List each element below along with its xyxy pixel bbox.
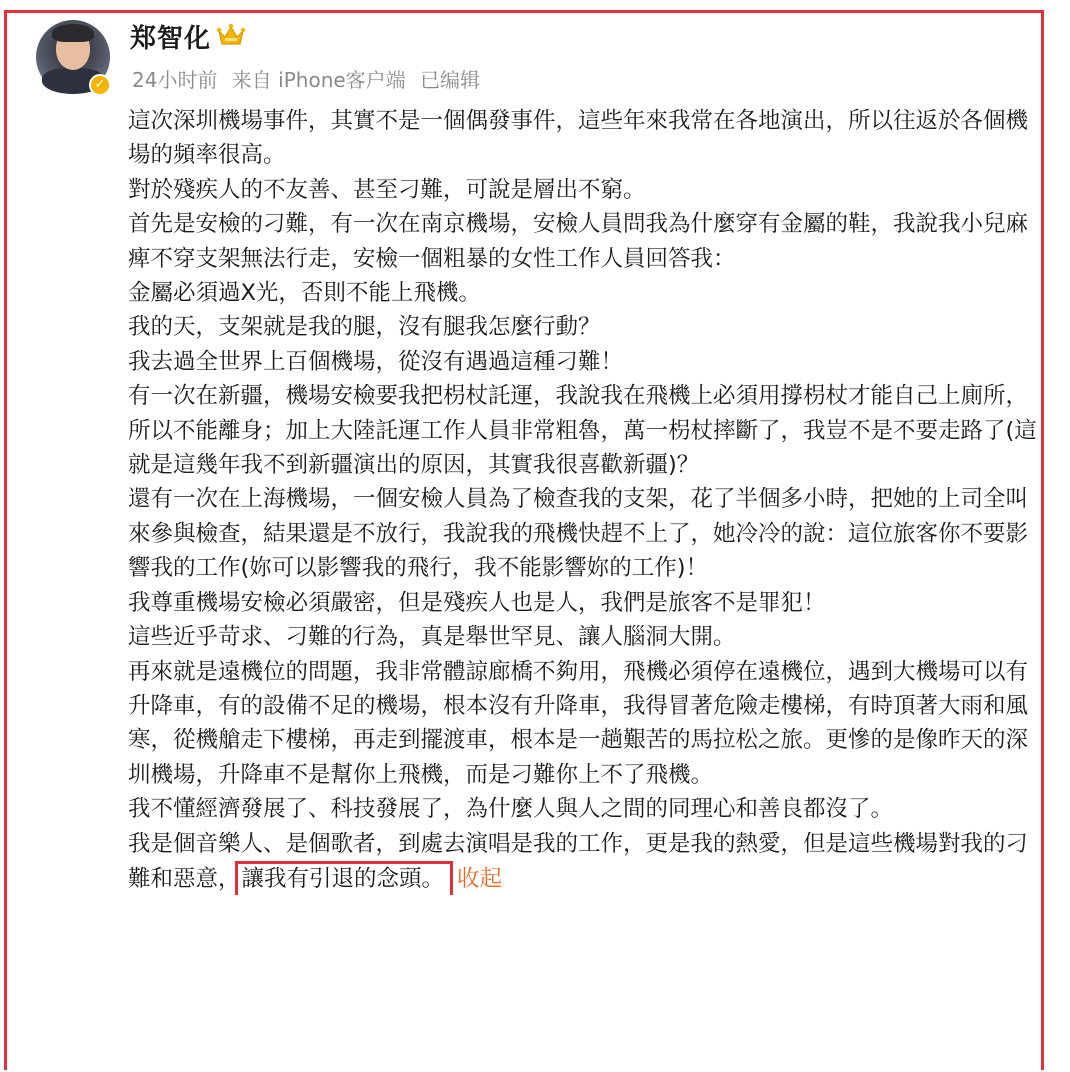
edited-label[interactable]: 已编辑	[420, 68, 481, 92]
paragraph: 有一次在新疆，機場安檢要我把枴杖託運，我說我在飛機上必須用撐枴杖才能自己上廁所，所以不能離身；加上大陸託運工作人員非常粗魯，萬一枴杖摔斷了，我豈不是不要走路了(這就是這幾年我不到新疆演出的原因，其實我很喜歡新疆)？	[128, 383, 1037, 479]
avatar[interactable]	[36, 20, 110, 94]
paragraph: 首先是安檢的刁難，有一次在南京機場，安檢人員問我為什麼穿有金屬的鞋，我說我小兒麻痺不穿支架無法行走，安檢一個粗暴的女性工作人員回答我：	[128, 211, 1029, 272]
crown-icon	[216, 22, 246, 48]
post-meta	[132, 64, 488, 93]
paragraph: 再來就是遠機位的問題，我非常體諒廊橋不夠用，飛機必須停在遠機位，遇到大機場可以有升降車，有的設備不足的機場，根本沒有升降車，我得冒著危險走樓梯，有時頂著大雨和風寒，從機艙走下樓梯，再走到擺渡車，根本是一趟艱苦的馬拉松之旅。更慘的是像昨天的深圳機場，升降車不是幫你上飛機，而是刁難你上不了飛機。	[128, 658, 1029, 788]
post-source: 来自 iPhone客户端	[231, 68, 406, 92]
username[interactable]: 郑智化	[130, 24, 212, 54]
paragraph: 金屬必須過X光，否則不能上飛機。	[128, 280, 481, 307]
post-body	[128, 104, 1043, 896]
post-header	[36, 14, 1036, 104]
paragraph-last-text: 我是個音樂人、是個歌者，到處去演唱是我的工作，更是我的熱愛，但是這些機場對我的刁難和惡意，	[128, 830, 1029, 892]
paragraph: 我不懂經濟發展了、科技發展了，為什麼人與人之間的同理心和善良都沒了。	[128, 796, 894, 823]
paragraph: 還有一次在上海機場，一個安檢人員為了檢查我的支架，花了半個多小時，把她的上司全叫來參與檢查，結果還是不放行，我說我的飛機快趕不上了，她冷冷的說：這位旅客你不要影響我的工作(妳可以影響我的飛行，我不能影響妳的工作)！	[128, 486, 1029, 582]
collapse-link[interactable]: 收起	[457, 865, 503, 892]
highlighted-sentence: 讓我有引退的念頭。	[235, 861, 454, 895]
paragraph: 我尊重機場安檢必須嚴密，但是殘疾人也是人，我們是旅客不是罪犯！	[128, 589, 826, 616]
post-time[interactable]: 24小时前	[132, 68, 218, 92]
paragraph: 我的天，支架就是我的腿，沒有腿我怎麼行動？	[128, 314, 601, 341]
verified-icon: ✓	[89, 74, 111, 96]
paragraph-last	[128, 827, 1043, 897]
paragraph: 這次深圳機場事件，其實不是一個偶發事件，這些年來我常在各地演出，所以往返於各個機場的頻率很高。	[128, 108, 1029, 169]
paragraph: 我去過全世界上百個機場，從沒有遇過這種刁難！	[128, 348, 624, 375]
paragraph: 這些近乎苛求、刁難的行為，真是舉世罕見、讓人腦洞大開。	[128, 624, 736, 651]
paragraph: 對於殘疾人的不友善、甚至刁難，可說是層出不窮。	[128, 176, 646, 203]
